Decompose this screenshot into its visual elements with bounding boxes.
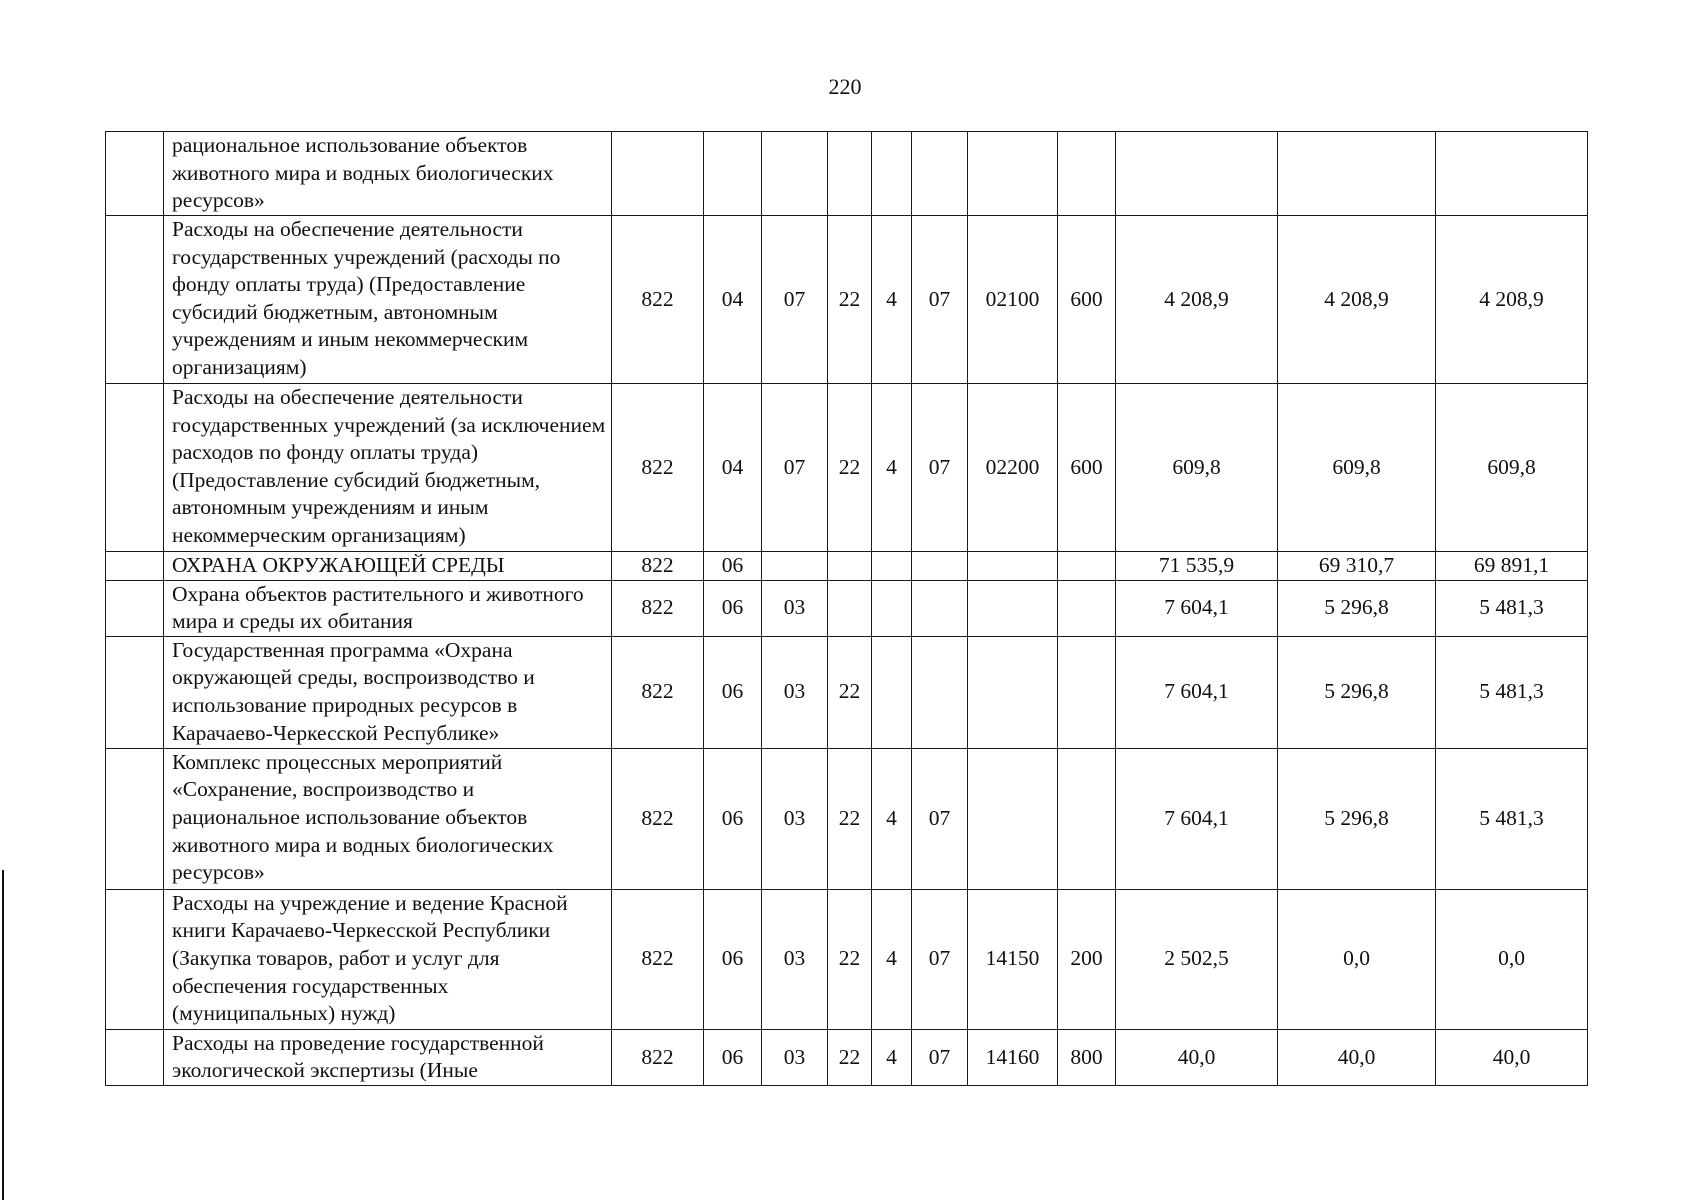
table-row — [106, 132, 1588, 216]
measure-code-cell: 07 — [912, 748, 968, 889]
amount-year-2-cell: 69 310,7 — [1278, 552, 1436, 581]
amount-year-2-cell — [1278, 132, 1436, 216]
subsection-code-cell: 03 — [762, 889, 828, 1029]
grbs-code-cell: 822 — [612, 580, 704, 636]
expense-type-cell: 800 — [1058, 1029, 1116, 1085]
row-number-cell — [106, 384, 164, 552]
budget-table — [105, 131, 1588, 1086]
amount-year-3-cell: 4 208,9 — [1436, 216, 1588, 384]
direction-code-cell — [968, 552, 1058, 581]
subsection-code-cell: 03 — [762, 748, 828, 889]
amount-year-3-cell — [1436, 132, 1588, 216]
grbs-code-cell: 822 — [612, 1029, 704, 1085]
amount-year-3-cell: 69 891,1 — [1436, 552, 1588, 581]
item-name-cell: Охрана объектов растительного и животного мира и среды их обитания — [164, 580, 612, 636]
subprogram-code-cell: 4 — [872, 384, 912, 552]
amount-year-3-cell: 609,8 — [1436, 384, 1588, 552]
grbs-code-cell — [612, 132, 704, 216]
row-number-cell — [106, 636, 164, 748]
section-code-cell: 06 — [704, 889, 762, 1029]
direction-code-cell — [968, 580, 1058, 636]
table-row — [106, 580, 1588, 636]
grbs-code-cell: 822 — [612, 552, 704, 581]
subprogram-code-cell — [872, 552, 912, 581]
expense-type-cell: 600 — [1058, 384, 1116, 552]
amount-year-3-cell: 5 481,3 — [1436, 748, 1588, 889]
subsection-code-cell: 03 — [762, 580, 828, 636]
program-code-cell: 22 — [828, 384, 872, 552]
direction-code-cell: 02200 — [968, 384, 1058, 552]
table-row — [106, 889, 1588, 1029]
grbs-code-cell: 822 — [612, 384, 704, 552]
scan-margin-line — [2, 870, 4, 1200]
section-code-cell: 06 — [704, 580, 762, 636]
program-code-cell — [828, 552, 872, 581]
row-number-cell — [106, 132, 164, 216]
subsection-code-cell — [762, 132, 828, 216]
amount-year-2-cell: 5 296,8 — [1278, 580, 1436, 636]
amount-year-1-cell: 4 208,9 — [1116, 216, 1278, 384]
subprogram-code-cell: 4 — [872, 889, 912, 1029]
amount-year-1-cell — [1116, 132, 1278, 216]
expense-type-cell — [1058, 552, 1116, 581]
subprogram-code-cell: 4 — [872, 748, 912, 889]
amount-year-3-cell: 40,0 — [1436, 1029, 1588, 1085]
amount-year-1-cell: 40,0 — [1116, 1029, 1278, 1085]
amount-year-3-cell: 5 481,3 — [1436, 580, 1588, 636]
item-name-cell: Государственная программа «Охрана окружающей среды, воспроизводство и использование природных ресурсов в Карачаево-Черкесской Республике» — [164, 636, 612, 748]
subsection-code-cell — [762, 552, 828, 581]
amount-year-3-cell: 0,0 — [1436, 889, 1588, 1029]
amount-year-2-cell: 40,0 — [1278, 1029, 1436, 1085]
grbs-code-cell: 822 — [612, 748, 704, 889]
expense-type-cell — [1058, 132, 1116, 216]
table-row — [106, 216, 1588, 384]
expense-type-cell — [1058, 580, 1116, 636]
subprogram-code-cell — [872, 132, 912, 216]
measure-code-cell — [912, 580, 968, 636]
subprogram-code-cell: 4 — [872, 1029, 912, 1085]
section-code-cell: 06 — [704, 748, 762, 889]
table-body — [106, 132, 1588, 1086]
grbs-code-cell: 822 — [612, 889, 704, 1029]
direction-code-cell — [968, 748, 1058, 889]
table-row — [106, 552, 1588, 581]
amount-year-2-cell: 5 296,8 — [1278, 636, 1436, 748]
item-name-cell: рациональное использование объектов животного мира и водных биологических ресурсов» — [164, 132, 612, 216]
row-number-cell — [106, 216, 164, 384]
subsection-code-cell: 03 — [762, 1029, 828, 1085]
amount-year-2-cell: 0,0 — [1278, 889, 1436, 1029]
direction-code-cell: 14160 — [968, 1029, 1058, 1085]
amount-year-2-cell: 5 296,8 — [1278, 748, 1436, 889]
direction-code-cell: 14150 — [968, 889, 1058, 1029]
table-row — [106, 636, 1588, 748]
item-name-cell: Расходы на обеспечение деятельности государственных учреждений (за исключением расходов по фонду оплаты труда) (Предоставление субсидий бюджетным, автономным учреждениям и иным некоммерческим организациям) — [164, 384, 612, 552]
program-code-cell: 22 — [828, 1029, 872, 1085]
subprogram-code-cell — [872, 580, 912, 636]
row-number-cell — [106, 552, 164, 581]
direction-code-cell: 02100 — [968, 216, 1058, 384]
page-number: 220 — [828, 74, 862, 99]
amount-year-1-cell: 71 535,9 — [1116, 552, 1278, 581]
amount-year-3-cell: 5 481,3 — [1436, 636, 1588, 748]
section-code-cell: 04 — [704, 216, 762, 384]
amount-year-1-cell: 7 604,1 — [1116, 580, 1278, 636]
program-code-cell: 22 — [828, 748, 872, 889]
section-code-cell: 04 — [704, 384, 762, 552]
row-number-cell — [106, 1029, 164, 1085]
measure-code-cell — [912, 132, 968, 216]
program-code-cell — [828, 132, 872, 216]
measure-code-cell: 07 — [912, 216, 968, 384]
expense-type-cell — [1058, 748, 1116, 889]
direction-code-cell — [968, 132, 1058, 216]
table-row — [106, 1029, 1588, 1085]
program-code-cell: 22 — [828, 216, 872, 384]
measure-code-cell — [912, 636, 968, 748]
section-code-cell: 06 — [704, 552, 762, 581]
measure-code-cell: 07 — [912, 889, 968, 1029]
item-name-cell: Расходы на учреждение и ведение Красной книги Карачаево-Черкесской Республики (Закупка товаров, работ и услуг для обеспечения государственных (муниципальных) нужд) — [164, 889, 612, 1029]
measure-code-cell — [912, 552, 968, 581]
section-code-cell — [704, 132, 762, 216]
item-name-cell: Расходы на проведение государственной экологической экспертизы (Иные — [164, 1029, 612, 1085]
amount-year-1-cell: 7 604,1 — [1116, 748, 1278, 889]
subsection-code-cell: 03 — [762, 636, 828, 748]
expense-type-cell — [1058, 636, 1116, 748]
measure-code-cell: 07 — [912, 384, 968, 552]
amount-year-1-cell: 2 502,5 — [1116, 889, 1278, 1029]
item-name-cell: Расходы на обеспечение деятельности государственных учреждений (расходы по фонду оплаты труда) (Предоставление субсидий бюджетным, автономным учреждениям и иным некоммерческим организациям) — [164, 216, 612, 384]
subsection-code-cell: 07 — [762, 216, 828, 384]
program-code-cell: 22 — [828, 889, 872, 1029]
section-code-cell: 06 — [704, 636, 762, 748]
table-row — [106, 748, 1588, 889]
section-code-cell: 06 — [704, 1029, 762, 1085]
program-code-cell: 22 — [828, 636, 872, 748]
measure-code-cell: 07 — [912, 1029, 968, 1085]
amount-year-2-cell: 4 208,9 — [1278, 216, 1436, 384]
direction-code-cell — [968, 636, 1058, 748]
program-code-cell — [828, 580, 872, 636]
subprogram-code-cell: 4 — [872, 216, 912, 384]
item-name-cell: ОХРАНА ОКРУЖАЮЩЕЙ СРЕДЫ — [164, 552, 612, 581]
grbs-code-cell: 822 — [612, 216, 704, 384]
subprogram-code-cell — [872, 636, 912, 748]
subsection-code-cell: 07 — [762, 384, 828, 552]
amount-year-1-cell: 7 604,1 — [1116, 636, 1278, 748]
row-number-cell — [106, 580, 164, 636]
table-row — [106, 384, 1588, 552]
expense-type-cell: 200 — [1058, 889, 1116, 1029]
amount-year-2-cell: 609,8 — [1278, 384, 1436, 552]
item-name-cell: Комплекс процессных мероприятий «Сохранение, воспроизводство и рациональное использование объектов животного мира и водных биологических ресурсов» — [164, 748, 612, 889]
grbs-code-cell: 822 — [612, 636, 704, 748]
row-number-cell — [106, 889, 164, 1029]
row-number-cell — [106, 748, 164, 889]
amount-year-1-cell: 609,8 — [1116, 384, 1278, 552]
expense-type-cell: 600 — [1058, 216, 1116, 384]
